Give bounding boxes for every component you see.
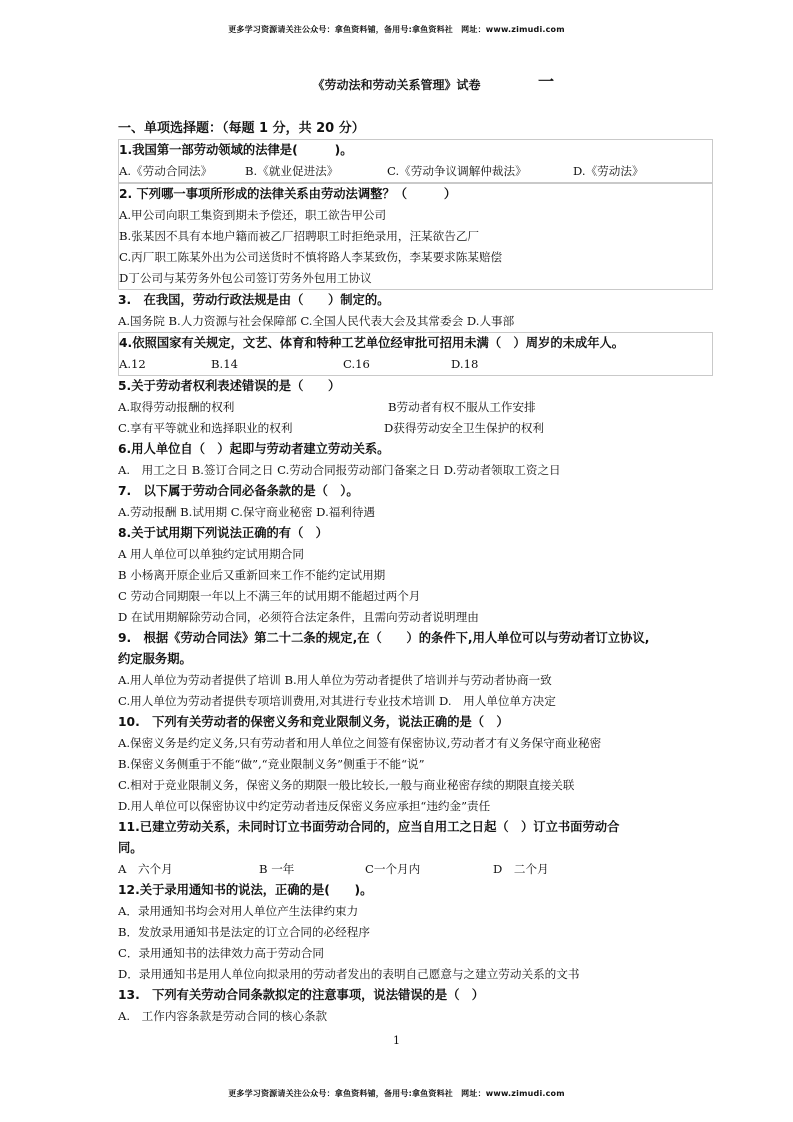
- question-4: [118, 332, 713, 376]
- q1-stem: 1.我国第一部劳动领域的法律是( )。: [119, 143, 353, 157]
- q5-options-row-2: [118, 418, 713, 439]
- q8-stem: 8.关于试用期下列说法正确的有（ ）: [118, 526, 328, 540]
- q13-stem: 13. 下列有关劳动合同条款拟定的注意事项，说法错误的是（ ）: [118, 988, 485, 1002]
- q8-option-c: C 劳动合同期限一年以上不满三年的试用期不能超过两个月: [118, 589, 421, 603]
- question-2: [118, 183, 713, 290]
- q3-stem: 3. 在我国，劳动行政法规是由（ ）制定的。: [118, 293, 390, 307]
- q10-option-a: A.保密义务是约定义务,只有劳动者和用人单位之间签有保密协议,劳动者才有义务保守商业秘密: [118, 736, 602, 750]
- q4-option-c: C.16: [343, 357, 370, 371]
- q4-options: [119, 354, 712, 375]
- q2-option-d: D丁公司与某劳务外包公司签订劳务外包用工协议: [119, 271, 372, 285]
- page-footer: 更多学习资源请关注公众号：拿鱼资料铺，备用号:拿鱼资料社 网址：www.zimudi.com: [228, 1089, 565, 1098]
- q7-stem: 7. 以下属于劳动合同必备条款的是（ ）。: [118, 484, 359, 498]
- q9-stem-line-2: 约定服务期。: [118, 652, 192, 666]
- q1-option-c: C.《劳动争议调解仲裁法》: [387, 164, 527, 178]
- question-10: [118, 712, 713, 817]
- q4-option-b: B.14: [211, 357, 238, 371]
- q5-option-d: D获得劳动安全卫生保护的权利: [384, 421, 545, 435]
- q10-option-c: C.相对于竞业限制义务，保密义务的期限一般比较长,一般与商业秘密存续的期限直接关联: [118, 778, 575, 792]
- q11-stem-line-1: 11.已建立劳动关系，未同时订立书面劳动合同的，应当自用工之日起（ ）订立书面劳动合: [118, 820, 620, 834]
- q7-options: A.劳动报酬 B.试用期 C.保守商业秘密 D.福利待遇: [118, 505, 376, 519]
- title-mark: 一: [538, 72, 555, 91]
- q10-option-d: D.用人单位可以保密协议中约定劳动者违反保密义务应承担“违约金”责任: [118, 799, 491, 813]
- q12-option-a: A．录用通知书均会对用人单位产生法律约束力: [118, 904, 359, 918]
- q6-stem: 6.用人单位自（ ）起即与劳动者建立劳动关系。: [118, 442, 390, 456]
- q4-option-a: A.12: [119, 357, 146, 371]
- q11-option-d: D 二个月: [493, 862, 549, 876]
- question-7: [118, 481, 713, 523]
- question-11: [118, 817, 713, 880]
- q8-option-d: D 在试用期解除劳动合同，必须符合法定条件，且需向劳动者说明理由: [118, 610, 479, 624]
- question-1: [118, 139, 713, 183]
- document-body: [118, 118, 713, 1027]
- q12-option-d: D．录用通知书是用人单位向拟录用的劳动者发出的表明自己愿意与之建立劳动关系的文书: [118, 967, 580, 981]
- q11-option-c: C一个月内: [365, 862, 421, 876]
- q1-options: [119, 161, 712, 182]
- page-number: 1: [393, 1034, 400, 1047]
- question-3: [118, 290, 713, 332]
- q12-stem: 12.关于录用通知书的说法，正确的是( )。: [118, 883, 373, 897]
- q2-stem: 2. 下列哪一事项所形成的法律关系由劳动法调整？（ ）: [119, 187, 457, 201]
- q1-option-d: D.《劳动法》: [573, 164, 644, 178]
- q2-option-c: C.丙厂职工陈某外出为公司送货时不慎将路人李某致伤，李某要求陈某赔偿: [119, 250, 503, 264]
- question-13: [118, 985, 713, 1027]
- q2-option-a: A.甲公司向职工集资到期未予偿还，职工欲告甲公司: [119, 208, 387, 222]
- q5-stem: 5.关于劳动者权利表述错误的是（ ）: [118, 379, 341, 393]
- q10-stem: 10. 下列有关劳动者的保密义务和竞业限制义务，说法正确的是（ ）: [118, 715, 509, 729]
- question-9: [118, 628, 713, 712]
- q8-option-b: B 小杨离开原企业后又重新回来工作不能约定试用期: [118, 568, 386, 582]
- page-header: 更多学习资源请关注公众号：拿鱼资料铺，备用号:拿鱼资料社 网址：www.zimudi.com: [228, 25, 565, 34]
- q5-option-b: B劳动者有权不服从工作安排: [388, 400, 536, 414]
- q9-options-cd: C.用人单位为劳动者提供专项培训费用,对其进行专业技术培训 D. 用人单位单方决定: [118, 694, 556, 708]
- q12-option-c: C．录用通知书的法律效力高于劳动合同: [118, 946, 324, 960]
- q1-option-b: B.《就业促进法》: [245, 164, 339, 178]
- q11-option-b: B 一年: [259, 862, 295, 876]
- q4-stem: 4.依照国家有关规定，文艺、体育和特种工艺单位经审批可招用未满（ ）周岁的未成年人。: [119, 336, 625, 350]
- q11-option-a: A 六个月: [118, 862, 173, 876]
- section-heading: 一、单项选择题：（每题 1 分，共 20 分）: [118, 121, 365, 136]
- q9-options-ab: A.用人单位为劳动者提供了培训 B.用人单位为劳动者提供了培训并与劳动者协商一致: [118, 673, 552, 687]
- q9-stem-line-1: 9. 根据《劳动合同法》第二十二条的规定,在（ ）的条件下,用人单位可以与劳动者订立协议,: [118, 631, 650, 645]
- q12-option-b: B．发放录用通知书是法定的订立合同的必经程序: [118, 925, 370, 939]
- question-8: [118, 523, 713, 628]
- question-5: [118, 376, 713, 439]
- q10-option-b: B.保密义务侧重于不能“做”,“竞业限制义务”侧重于不能“说”: [118, 757, 425, 771]
- q2-option-b: B.张某因不具有本地户籍而被乙厂招聘职工时拒绝录用，汪某欲告乙厂: [119, 229, 480, 243]
- q6-options: A. 用工之日 B.签订合同之日 C.劳动合同报劳动部门备案之日 D.劳动者领取工资之日: [118, 463, 561, 477]
- q4-option-d: D.18: [451, 357, 479, 371]
- question-6: [118, 439, 713, 481]
- q5-option-a: A.取得劳动报酬的权利: [118, 400, 235, 414]
- q1-option-a: A.《劳动合同法》: [119, 164, 213, 178]
- q5-options-row-1: [118, 397, 713, 418]
- q3-options: A.国务院 B.人力资源与社会保障部 C.全国人民代表大会及其常委会 D.人事部: [118, 314, 515, 328]
- q8-option-a: A 用人单位可以单独约定试用期合同: [118, 547, 304, 561]
- q5-option-c: C.享有平等就业和选择职业的权利: [118, 421, 293, 435]
- q11-options: [118, 859, 713, 880]
- q11-stem-line-2: 同。: [118, 841, 143, 855]
- question-12: [118, 880, 713, 985]
- q13-option-a: A. 工作内容条款是劳动合同的核心条款: [118, 1009, 328, 1023]
- page-title: 《劳动法和劳动关系管理》试卷: [312, 78, 481, 92]
